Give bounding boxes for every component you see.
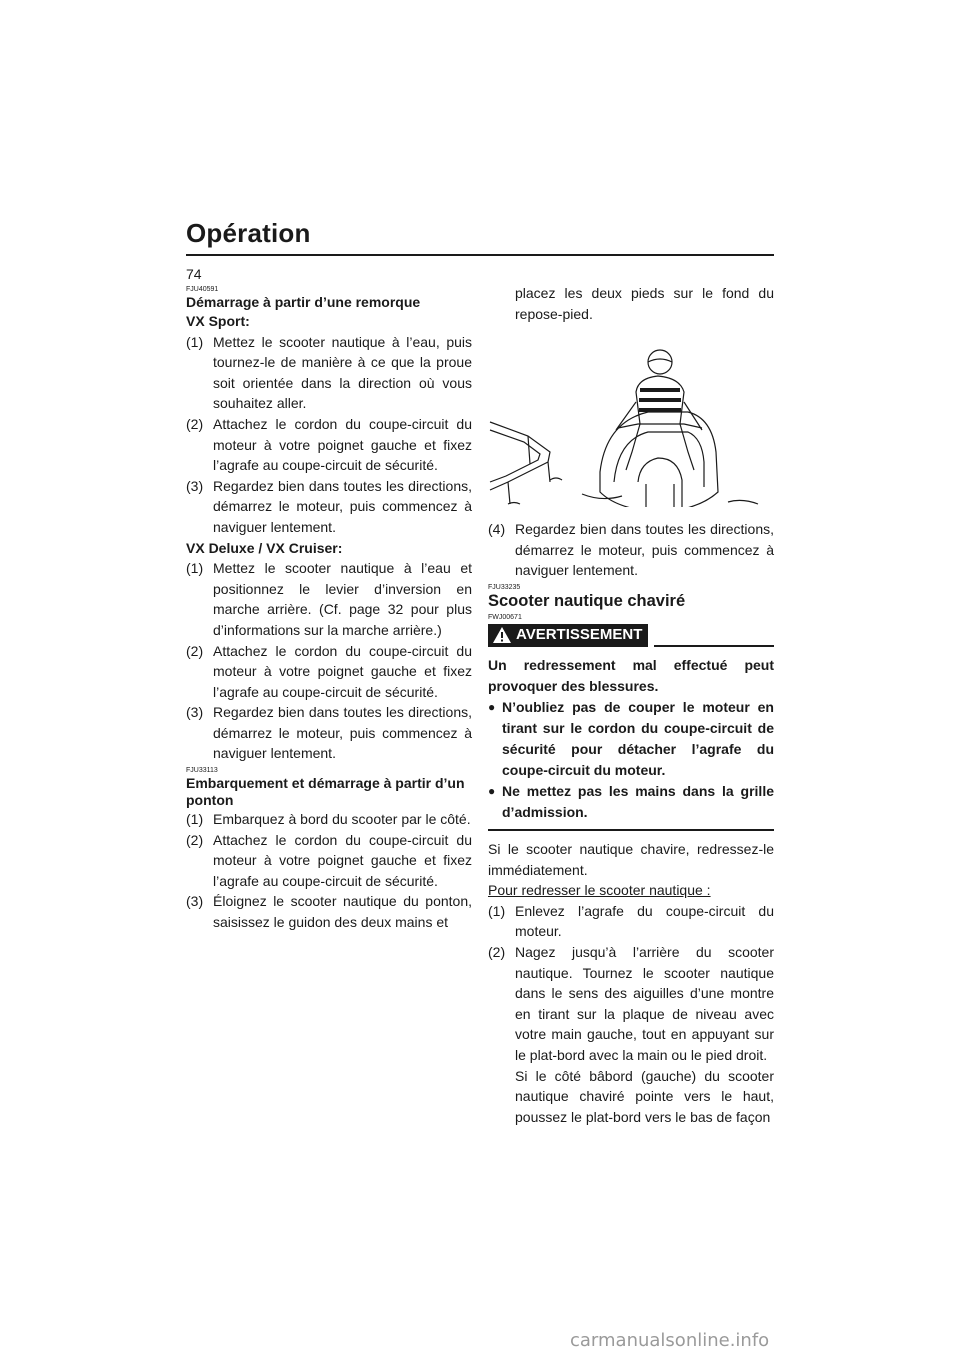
warning-header xyxy=(488,624,774,647)
warning-bullet: ● N’oubliez pas de couper le moteur en tirant sur le cordon du coupe-circuit de sécurité pour détacher l’agrafe du coupe-circuit du moteur. xyxy=(488,697,774,781)
list-item: (1) Mettez le scooter nautique à l’eau et positionnez le levier d’inversion en marche arrière. (Cf. page 32 pour plus d’informations sur la marche arrière.) xyxy=(186,560,472,638)
warning-badge xyxy=(488,624,648,647)
procedure-label: Pour redresser le scooter nautique : xyxy=(488,882,711,899)
section-code: FJU33235 xyxy=(488,583,521,591)
section-heading-trailer: Démarrage à partir d’une remorque xyxy=(186,294,421,310)
right-column xyxy=(488,283,774,1127)
section-code: FJU40591 xyxy=(186,286,219,293)
list-item: (3) Regardez bien dans toutes les directions, démarrez le moteur, puis commencez à naviguer lentement. xyxy=(186,477,472,535)
continuation-text: placez les deux pieds sur le fond du repose-pied. xyxy=(515,285,774,322)
warning-intro: Un redressement mal effectué peut provoquer des blessures. xyxy=(488,656,774,694)
page-title: Opération xyxy=(186,218,311,248)
section-heading-capsized: Scooter nautique chaviré xyxy=(488,591,686,610)
warning-triangle-icon xyxy=(492,626,512,644)
list-item-continuation: Si le côté bâbord (gauche) du scooter nautique chaviré pointe vers le haut, poussez le plat-bord vers le bas de façon xyxy=(515,1067,774,1125)
section-heading-ponton: Embarquement et démarrage à partir d’un ponton xyxy=(186,775,465,809)
rider-illustration xyxy=(488,332,774,507)
bullet-icon: ● xyxy=(488,783,496,798)
list-item: (1) Mettez le scooter nautique à l’eau, puis tournez-le de manière à ce que la proue soit orientée dans la direction où vous souhaitez aller. xyxy=(186,333,472,412)
warning-bullet: ● Ne mettez pas les mains dans la grille d’admission. xyxy=(488,781,774,823)
list-item: (3) Éloignez le scooter nautique du ponton, saisissez le guidon des deux mains et xyxy=(186,893,472,931)
list-item: (2) Attachez le cordon du coupe-circuit du moteur à votre poignet gauche et fixez l’agrafe au coupe-circuit de sécurité. xyxy=(186,831,472,889)
list-item: (1) Embarquez à bord du scooter par le côté. xyxy=(186,811,471,828)
title-rule xyxy=(186,254,774,256)
bullet-icon: ● xyxy=(488,699,496,714)
illustration-rider-on-pontoon xyxy=(488,332,774,507)
section-code: FJU33113 xyxy=(186,767,218,775)
warning-code: FWJ00671 xyxy=(488,613,522,621)
list-item: (2) Attachez le cordon du coupe-circuit du moteur à votre poignet gauche et fixez l’agrafe au coupe-circuit de sécurité. xyxy=(186,642,472,700)
model-label-vx-deluxe: VX Deluxe / VX Cruiser: xyxy=(186,539,343,556)
warning-rule xyxy=(654,645,774,647)
warning-label: AVERTISSEMENT xyxy=(516,626,643,644)
list-item: (3) Regardez bien dans toutes les directions, démarrez le moteur, puis commencez à naviguer lentement. xyxy=(186,704,472,762)
watermark: carmanualsonline.info xyxy=(570,1330,770,1351)
list-item: (4) Regardez bien dans toutes les directions, démarrez le moteur, puis commencez à naviguer lentement. xyxy=(488,521,774,579)
warning-box xyxy=(488,647,774,831)
left-column xyxy=(186,283,472,933)
model-label-vx-sport: VX Sport: xyxy=(186,313,250,329)
page-number: 74 xyxy=(186,266,202,282)
body-paragraph: Si le scooter nautique chavire, redressez-le immédiatement. xyxy=(488,840,774,878)
list-item: (2) Attachez le cordon du coupe-circuit du moteur à votre poignet gauche et fixez l’agrafe au coupe-circuit de sécurité. xyxy=(186,415,472,474)
list-item: (2) Nagez jusqu’à l’arrière du scooter nautique. Tournez le scooter nautique dans le sens des aiguilles d’une montre en tirant sur la plaque de niveau avec votre main gauche, tout en appuyant sur le plat-bord avec la main ou le pied droit. xyxy=(488,943,774,1063)
list-item: (1) Enlevez l’agrafe du coupe-circuit du moteur. xyxy=(488,902,774,940)
